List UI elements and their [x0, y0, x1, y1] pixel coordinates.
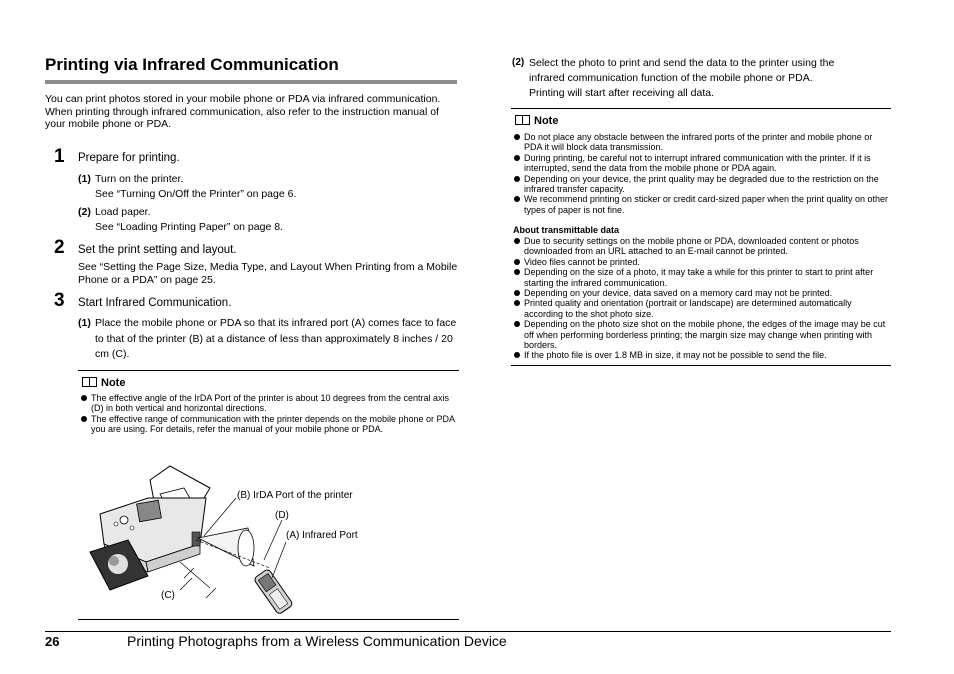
note-left-top-rule — [78, 370, 459, 371]
label-central-axis: (D) — [275, 510, 289, 521]
note-left-heading — [82, 377, 125, 389]
list-item: During printing, be careful not to interrupt infrared communication with the printer. If it is interrupted, send the data from the mobile phone or PDA again. — [513, 153, 889, 174]
list-item: The effective angle of the IrDA Port of the printer is about 10 degrees from the central axis (D) in both vertical and horizontal directions. — [80, 393, 458, 414]
note-left-heading-label: Note — [101, 377, 126, 389]
mobile-phone — [253, 568, 293, 614]
list-item: Depending on the photo size shot on the mobile phone, the edges of the image may be cut off when performing borderless printing; the margin size may change when printing with borders. — [513, 319, 889, 350]
note-left-bottom-rule — [78, 619, 459, 620]
note-book-icon — [515, 115, 530, 125]
step-3-sub-2-text: Select the photo to print and send the data to the printer using the infrared communication function of the mobile phone or PDA. — [529, 57, 835, 84]
list-item: We recommend printing on sticker or credit card-sized paper when the print quality on other types of paper is not fine. — [513, 194, 889, 215]
step-3-sub-2-after: Printing will start after receiving all data. — [529, 87, 714, 99]
step-3-number: 3 — [54, 290, 65, 311]
note-book-icon — [82, 377, 97, 387]
label-infrared-port: (A) Infrared Port — [286, 530, 358, 541]
list-item: Do not place any obstacle between the infrared ports of the printer and mobile phone or PDA it will block data transmission. — [513, 132, 889, 153]
step-1-sub-2-number: (2) — [78, 206, 91, 218]
step-2-detail: See “Setting the Page Size, Media Type, and Layout When Printing from a Mobile Phone or a PDA” on page 25. — [78, 261, 458, 286]
label-distance: (C) — [161, 590, 175, 601]
step-2-text: Set the print setting and layout. — [78, 244, 237, 256]
note-right-heading-label: Note — [534, 115, 559, 127]
list-item: Due to security settings on the mobile phone or PDA, downloaded content or photos downloaded from an URL attached to an E-mail cannot be printed. — [513, 236, 889, 257]
list-item: Depending on your device, the print quality may be degraded due to the restriction on the infrared transfer capacity. — [513, 174, 889, 195]
note-right-list — [513, 132, 889, 215]
step-1-number: 1 — [54, 146, 65, 167]
list-item: Printed quality and orientation (portrait or landscape) are determined automatically according to the shot photo size. — [513, 298, 889, 319]
title-underline — [45, 80, 457, 84]
transmittable-data-list — [513, 236, 889, 361]
step-1-sub-1-ref: See “Turning On/Off the Printer” on page 6. — [95, 188, 297, 200]
step-3-sub-1-text: Place the mobile phone or PDA so that its infrared port (A) comes face to face to that of the printer (B) at a distance of less than approximately 8 inches / 20 cm (C). — [95, 317, 457, 360]
step-3-text: Start Infrared Communication. — [78, 297, 232, 309]
intro-text: You can print photos stored in your mobile phone or PDA via infrared communication. When printing through infrared communication, also refer to the instruction manual of your mobile phone or PDA. — [45, 93, 441, 130]
footer-section-title: Printing Photographs from a Wireless Communication Device — [127, 633, 507, 649]
step-1-text: Prepare for printing. — [78, 152, 180, 164]
page-title: Printing via Infrared Communication — [45, 55, 339, 74]
step-2-number: 2 — [54, 237, 65, 258]
list-item: Video files cannot be printed. — [513, 257, 889, 267]
note-right-heading — [515, 115, 558, 127]
printer-phone-illustration — [88, 458, 460, 616]
step-1-sub-2-ref: See “Loading Printing Paper” on page 8. — [95, 221, 283, 233]
list-item: The effective range of communication with the printer depends on the mobile phone or PDA you are using. For details, refer the manual of your mobile phone or PDA. — [80, 414, 458, 435]
step-1-sub-1-number: (1) — [78, 173, 91, 185]
page-number: 26 — [45, 634, 60, 649]
label-irda-port: (B) IrDA Port of the printer — [237, 490, 353, 501]
list-item: Depending on the size of a photo, it may take a while for this printer to start to print after starting the infrared communication. — [513, 267, 889, 288]
list-item: If the photo file is over 1.8 MB in size, it may not be possible to send the file. — [513, 350, 889, 360]
step-3-sub-2-number: (2) — [512, 57, 525, 68]
step-1-sub-2-text: Load paper. — [95, 206, 151, 218]
printer-lcd — [137, 500, 162, 522]
note-left-list — [80, 393, 458, 435]
irda-port — [192, 532, 200, 546]
note-right-top-rule — [511, 108, 891, 109]
transmittable-data-heading: About transmittable data — [513, 225, 620, 235]
footer-rule — [45, 631, 891, 632]
list-item: Depending on your device, data saved on a memory card may not be printed. — [513, 288, 889, 298]
step-3-sub-1-number: (1) — [78, 317, 91, 329]
note-right-bottom-rule — [511, 365, 891, 366]
step-1-sub-1-text: Turn on the printer. — [95, 173, 184, 185]
